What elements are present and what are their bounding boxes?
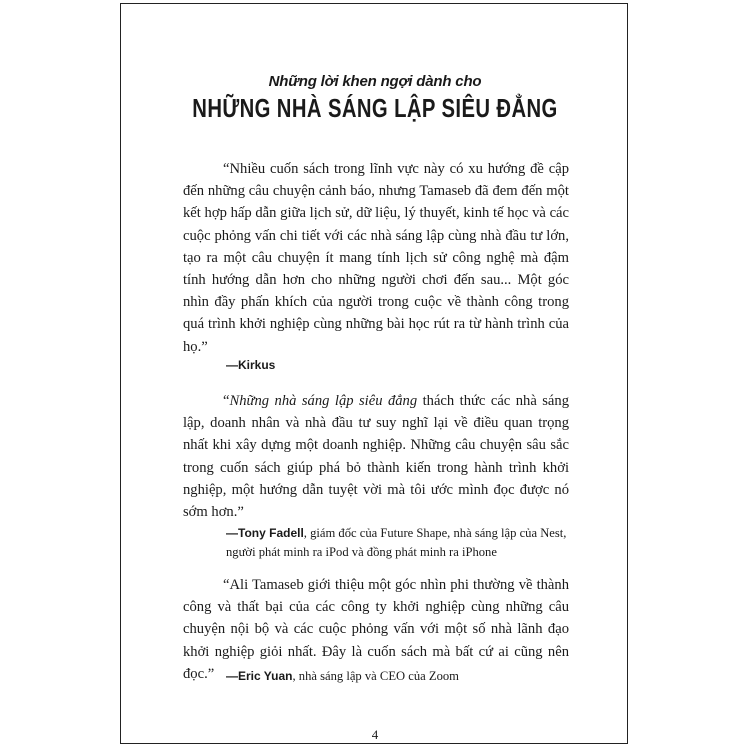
page-number: 4 <box>371 727 379 742</box>
quote-kirkus <box>183 158 569 358</box>
quote-text: “Nhiều cuốn sách trong lĩnh vực này có xu hướng đề cập đến những câu chuyện cảnh báo, nhưng Tamaseb đã đem đến một kết hợp hấp dẫn giữa lịch sử, dữ liệu, lý thuyết, kinh tế học và các cuộc phỏng vấn chi tiết với các nhà sáng lập cùng nhà đầu tư lớn, tạo ra một câu chuyện ít mang tính lịch sử công nghệ mà đậm tính hướng dẫn hơn cho những người chơi đến sau... Một góc nhìn đầy phấn khích của người trong cuộc về thành công trong quá trình khởi nghiệp cùng những bài học rút ra từ hành trình của họ.” <box>183 161 569 355</box>
page-title: NHỮNG NHÀ SÁNG LẬP SIÊU ĐẲNG <box>192 93 558 123</box>
attribution-role: , giám đốc của Future Shape, nhà sáng lập của Nest, <box>303 526 567 540</box>
attribution-author: —Kirkus <box>226 358 276 372</box>
attribution-role-line2: người phát minh ra iPod và đồng phát minh ra iPhone <box>226 545 497 559</box>
quote-text: thách thức các nhà sáng lập, doanh nhân và nhà đầu tư suy nghĩ lại về điều quan trọng nhất khi xây dựng một doanh nghiệp. Những câu chuyện sâu sắc trong cuốn sách giúp phá bỏ thành kiến trong hành trình khởi nghiệp, một hướng dẫn tuyệt vời mà tôi ước mình đọc được nó sớm hơn.” <box>183 393 569 521</box>
attribution-author: —Eric Yuan <box>226 669 293 683</box>
quote-tony-fadell <box>183 390 569 523</box>
attribution-role: , nhà sáng lập và CEO của Zoom <box>292 669 459 683</box>
quote-text: “Ali Tamaseb giới thiệu một góc nhìn phi thường về thành công và thất bại của các công ty khởi nghiệp cùng những câu chuyện nội bộ và các cuộc phỏng vấn với một số nhà lãnh đạo khởi nghiệp giỏi nhất. Đây là cuốn sách mà bất cứ ai cũng nên đọc.” <box>183 577 569 682</box>
book-title: Những nhà sáng lập siêu đẳng <box>229 393 418 409</box>
quote-open-mark: “ <box>223 393 230 409</box>
attribution-eric-yuan <box>226 667 459 686</box>
page-subtitle: Những lời khen ngợi dành cho <box>268 73 482 90</box>
attribution-kirkus <box>226 356 275 375</box>
attribution-tony-fadell <box>226 524 566 562</box>
attribution-author: —Tony Fadell <box>226 526 304 540</box>
